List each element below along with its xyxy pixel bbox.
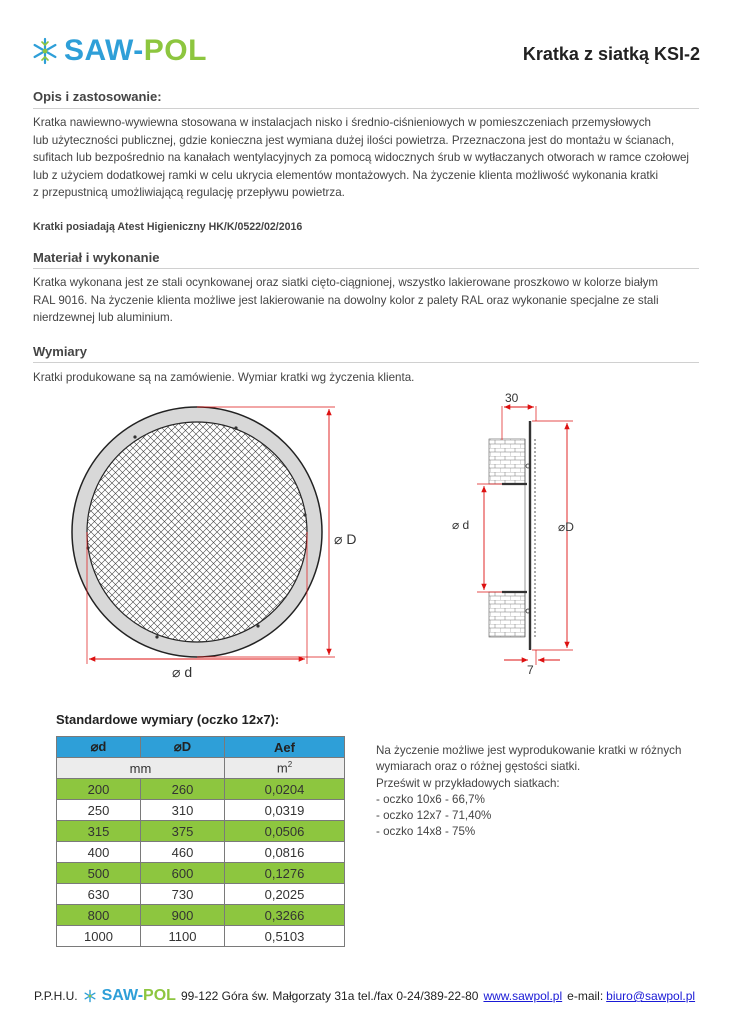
header-d: ⌀d [57,737,141,758]
footer-website-link[interactable]: www.sawpol.pl [483,989,563,1003]
units-m2: $m^2$ [225,758,345,779]
opis-paragraph: Kratka nawiewno-wywiewna stosowana w instalacjach nisko i średnio-ciśnieniowych w pomieszczeniach przemysłowych lub użyteczności publicznej, gdzie konieczna jest wymiana dużej ilości powietrza. Przeznaczona jest do montażu w ścianach, sufitach lub bezpośrednio na kanałach wentylacyjnych za pomocą widocznych śrub w wytłaczanych otworach w ramce czołowej lub z użyciem dodatkowej ramki w celu ukrycia elementów montażowych. Na życzenie klienta możliwość wykonania kratki z przepustnicą umożliwiającą regulację przepływu powietrza. [33,116,690,200]
label-side-D: ⌀D [558,520,574,534]
custom-size-note: Na życzenie możliwe jest wyprodukowanie kratki w różnych wymiarach oraz o różnej gęstości siatki. Prześwit w przykładowych siatkach: - oczko 10x6 - 66,7% - oczko 12x7 - 71,40% - oczko 14x8 - 75% [376,744,682,839]
snowflake-logo-icon [30,36,60,66]
wall-section-bottom [489,592,525,637]
footer-address: 99-122 Góra św. Małgorzaty 31a tel./fax 0-24/389-22-80 [180,989,479,1003]
section-heading-material: Materiał i wykonanie [33,250,160,265]
footer-company-type: P.P.H.U. [34,989,78,1003]
divider [33,108,699,109]
table-row: 200 260 0,0204 [57,779,345,800]
wymiary-intro: Kratki produkowane są na zamówienie. Wymiar kratki wg życzenia klienta. [33,371,415,384]
front-view [72,407,335,664]
document-title: Kratka z siatką KSI-2 [522,44,700,64]
brand-wordmark: SAW-POL [64,34,207,67]
divider [33,268,699,269]
screw-hole [155,635,158,638]
section-heading-wymiary: Wymiary [33,344,87,359]
side-view [477,406,573,665]
technical-drawing [0,380,732,700]
table-header-row [57,737,345,758]
screw-hole [133,435,136,438]
footer-brand: SAW-POL [101,987,176,1004]
table-title: Standardowe wymiary (oczko 12x7): [56,712,280,727]
footer-email-link[interactable]: biuro@sawpol.pl [606,989,696,1003]
material-paragraph: Kratka wykonana jest ze stali ocynkowanej oraz siatki cięto-ciągnionej, wszystko lakierowane proszkowo w kolorze białym RAL 9016. Na życzenie klienta możliwe jest lakierowanie na dowolny kolor z palety RAL oraz wykonanie specjalne ze stali nierdzewnej lub aluminium. [33,276,659,325]
label-side-30: 30 [505,391,519,405]
label-front-D: ⌀ D [334,531,357,547]
label-front-d: ⌀ d [172,664,193,680]
screw-hole [234,426,237,429]
screw-hole [303,513,306,516]
table-units-row [57,758,345,779]
table-row: 250 310 0,0319 [57,800,345,821]
section-heading-opis: Opis i zastosowanie: [33,89,162,104]
table-row: 400 460 0,0816 [57,842,345,863]
label-side-7: 7 [527,663,534,677]
table-row: 315 375 0,0506 [57,821,345,842]
units-mm: mm [57,758,225,779]
table-row: 800 900 0,3266 [57,905,345,926]
table-row: 630 730 0,2025 [57,884,345,905]
footer [34,987,695,1005]
header-Aef: Aef [225,737,345,758]
label-side-d: ⌀ d [452,518,470,532]
divider [33,362,699,363]
snowflake-logo-icon [83,989,97,1003]
mesh-grille [87,422,307,642]
footer-email-label: e-mail: [567,989,604,1003]
atest-note: Kratki posiadają Atest Higieniczny HK/K/0522/02/2016 [33,221,303,233]
wall-section-top [489,439,525,484]
table-row: 1000 1100 0,5103 [57,926,345,947]
screw-hole [256,624,259,627]
table-row: 500 600 0,1276 [57,863,345,884]
header-D: ⌀D [141,737,225,758]
standard-dimensions-table [56,736,345,947]
brand-logo [30,36,207,66]
